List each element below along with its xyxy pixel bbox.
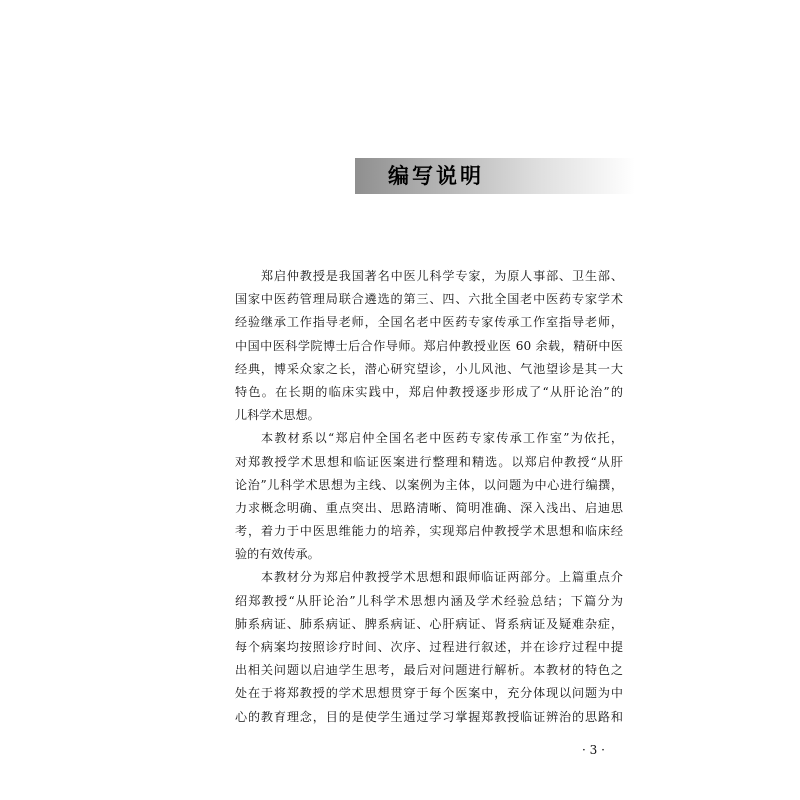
paragraph-1-line: 经验继承工作指导老师，全国名老中医药专家传承工作室指导老师， [235,315,623,330]
paragraph-3-line: 每个病案均按照诊疗时间、次序、过程进行叙述，并在诊疗过程中提 [235,640,623,654]
paragraph-2-line: 考，着力于中医思维能力的培养，实现郑启仲教授学术思想和临床经 [235,524,623,539]
paragraph-3-line: 心的教育理念，目的是使学生通过学习掌握郑教授临证辨治的思路和 [235,709,623,724]
title-banner [355,158,635,194]
paragraph-2-line: 对郑教授学术思想和临证医案进行整理和精选。以郑启仲教授“从肝 [235,454,623,469]
paragraph-2-line: 验的有效传承。 [235,547,320,562]
paragraph-2-line: 力求概念明确、重点突出、思路清晰、简明准确、深入浅出、启迪思 [235,500,623,515]
paragraph-1-line: 国家中医药管理局联合遴选的第三、四、六批全国老中医药专家学术 [235,292,623,307]
paragraph-1-line: 经典，博采众家之长，潜心研究望诊，小儿风池、气池望诊是其一大 [235,361,623,376]
paragraph-3-line: 肺系病证、肺系病证、脾系病证、心肝病证、肾系病证及疑难杂症， [235,616,623,631]
page-number: · 3 · [582,743,605,757]
paragraph-1-line: 中国中医科学院博士后合作导师。郑启仲教授业医 60 余载，精研中医 [235,338,623,353]
paragraph-2-line: 论治”儿科学术思想为主线、以案例为主体，以问题为中心进行编撰， [235,477,623,492]
paragraph-1-line: 特色。在长期的临床实践中，郑启仲教授逐步形成了“从肝论治”的 [235,384,623,399]
page-title: 编写说明 [388,164,484,188]
paragraph-2-line: 本教材系以“郑启仲全国名老中医药专家传承工作室”为依托， [261,431,623,446]
body-text [235,265,623,729]
paragraph-3-line: 绍郑教授“从肝论治”儿科学术思想内涵及学术经验总结；下篇分为 [235,593,623,608]
paragraph-3-line: 处在于将郑教授的学术思想贯穿于每个医案中，充分体现以问题为中 [235,686,623,701]
paragraph-3-line: 出相关问题以启迪学生思考，最后对问题进行解析。本教材的特色之 [235,663,623,678]
paragraph-1-line: 儿科学术思想。 [235,408,320,423]
paragraph-1-line: 郑启仲教授是我国著名中医儿科学专家，为原人事部、卫生部、 [261,269,623,283]
paragraph-3-line: 本教材分为郑启仲教授学术思想和跟师临证两部分。上篇重点介 [261,570,623,585]
